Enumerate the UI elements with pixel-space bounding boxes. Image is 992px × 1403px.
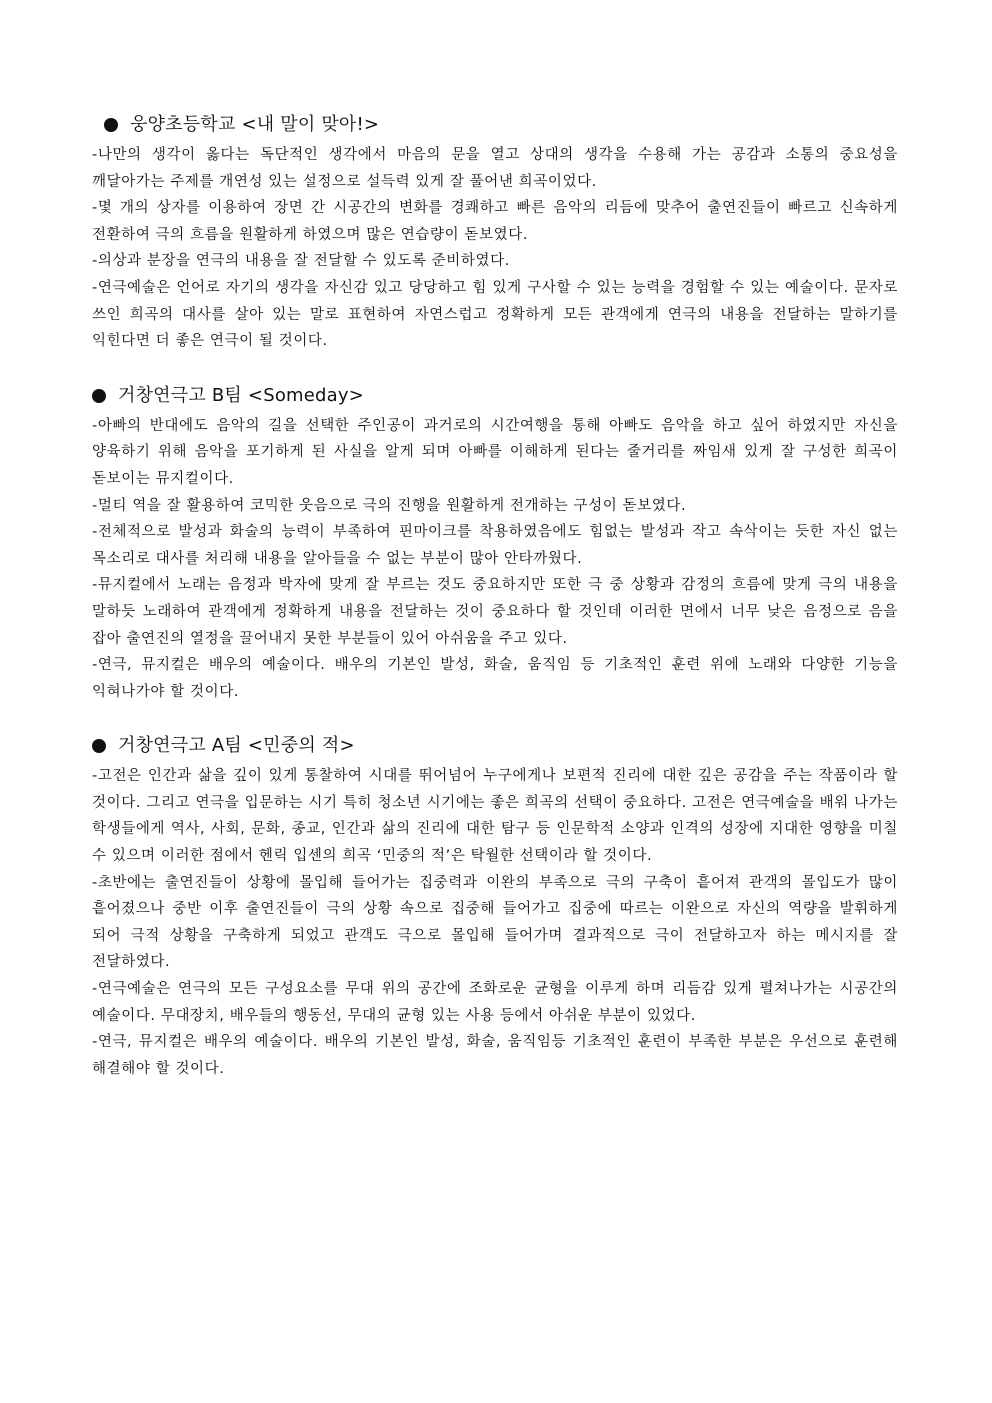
document-page — [92, 108, 898, 1082]
section-title: 거창연극고 A팀 <민중의 적> — [118, 735, 355, 757]
review-section-geochang-a — [92, 729, 898, 1082]
paragraph: -연극예술은 언어로 자기의 생각을 자신감 있고 당당하고 힘 있게 구사할 수 있는 능력을 경험할 수 있는 예술이다. 문자로 쓰인 희곡의 대사를 살아 있는 말로 표현하여 자연스럽고 정확하게 모든 관객에게 연극의 내용을 전달하는 말하기를 익힌다면 더 좋은 연극이 될 것이다. — [92, 279, 898, 350]
paragraph: -뮤지컬에서 노래는 음정과 박자에 맞게 잘 부르는 것도 중요하지만 또한 극 중 상황과 감정의 흐름에 맞게 극의 내용을 말하듯 노래하여 관객에게 정확하게 내용을 전달하는 것이 중요하다 할 것인데 이러한 면에서 너무 낮은 음정으로 음을 잡아 출연진의 열정을 끌어내지 못한 부분들이 있어 아쉬움을 주고 있다. — [92, 577, 898, 647]
paragraph: -연극, 뮤지컬은 배우의 예술이다. 배우의 기본인 발성, 화술, 움직임 등 기초적인 훈련 위에 노래와 다양한 기능을 익혀나가야 할 것이다. — [92, 657, 898, 700]
paragraph: -멀티 역을 잘 활용하여 코믹한 웃음으로 극의 진행을 원활하게 전개하는 구성이 돋보였다. — [92, 497, 687, 514]
paragraph: -아빠의 반대에도 음악의 길을 선택한 주인공이 과거로의 시간여행을 통해 아빠도 음악을 하고 싶어 하였지만 자신을 양육하기 위해 음악을 포기하게 된 사실을 알게 되며 아빠를 이해하게 된다는 줄거리를 짜임새 있게 잘 구성한 희곡이 돋보이는 뮤지컬이다. — [92, 417, 898, 487]
section-heading — [92, 379, 898, 413]
bullet-icon — [104, 118, 118, 132]
paragraph: -몇 개의 상자를 이용하여 장면 간 시공간의 변화를 경쾌하고 빠른 음악의 리듬에 맞추어 출연진들이 빠르고 신속하게 전환하여 극의 흐름을 원활하게 하였으며 많은 연습량이 돋보였다. — [92, 200, 898, 243]
review-section-woongyang — [92, 108, 898, 355]
bullet-icon — [92, 739, 106, 753]
paragraph: -나만의 생각이 옳다는 독단적인 생각에서 마음의 문을 열고 상대의 생각을 수용해 가는 공감과 소통의 중요성을 깨달아가는 주제를 개연성 있는 설정으로 설득력 있게 잘 풀어낸 희곡이었다. — [92, 147, 898, 190]
paragraph: -초반에는 출연진들이 상황에 몰입해 들어가는 집중력과 이완의 부족으로 극의 구축이 흩어져 관객의 몰입도가 많이 흩어졌으나 중반 이후 출연진들이 극의 상황 속으로 집중해 들어가고 집중에 따르는 이완으로 자신의 역량을 발휘하게 되어 극적 상황을 구축하게 되었고 관객도 극으로 몰입해 들어가며 결과적으로 극이 전달하고자 하는 메시지를 잘 전달하였다. — [92, 874, 898, 971]
paragraph: -연극예술은 연극의 모든 구성요소를 무대 위의 공간에 조화로운 균형을 이루게 하며 리듬감 있게 펼쳐나가는 시공간의 예술이다. 무대장치, 배우들의 행동선, 무대의 균형 있는 사용 등에서 아쉬운 부분이 있었다. — [92, 981, 898, 1024]
section-title: 웅양초등학교 <내 말이 맞아!> — [130, 114, 380, 135]
section-heading — [92, 729, 898, 763]
bullet-icon — [92, 389, 106, 403]
paragraph: -의상과 분장을 연극의 내용을 잘 전달할 수 있도록 준비하였다. — [92, 253, 510, 270]
paragraph: -연극, 뮤지컬은 배우의 예술이다. 배우의 기본인 발성, 화술, 움직임등 기초적인 훈련이 부족한 부분은 우선으로 훈련해 해결해야 할 것이다. — [92, 1034, 898, 1077]
section-heading — [92, 108, 898, 142]
review-section-geochang-b — [92, 379, 898, 706]
section-title: 거창연극고 B팀 <Someday> — [118, 384, 365, 406]
paragraph: -고전은 인간과 삶을 깊이 있게 통찰하여 시대를 뛰어넘어 누구에게나 보편적 진리에 대한 깊은 공감을 주는 작품이라 할 것이다. 그리고 연극을 입문하는 시기 특히 청소년 시기에는 좋은 희곡의 선택이 중요하다. 고전은 연극예술을 배워 나가는 학생들에게 역사, 사회, 문화, 종교, 인간과 삶의 진리에 대한 탐구 등 인문학적 소양과 인격의 성장에 지대한 영향을 미칠 수 있으며 이러한 점에서 헨릭 입센의 희곡 ‘민중의 적’은 탁월한 선택이라 할 것이다. — [92, 768, 898, 865]
paragraph: -전체적으로 발성과 화술의 능력이 부족하여 핀마이크를 착용하였음에도 힘없는 발성과 작고 속삭이는 듯한 자신 없는 목소리로 대사를 처리해 내용을 알아들을 수 없는 부분이 많아 안타까웠다. — [92, 524, 898, 567]
